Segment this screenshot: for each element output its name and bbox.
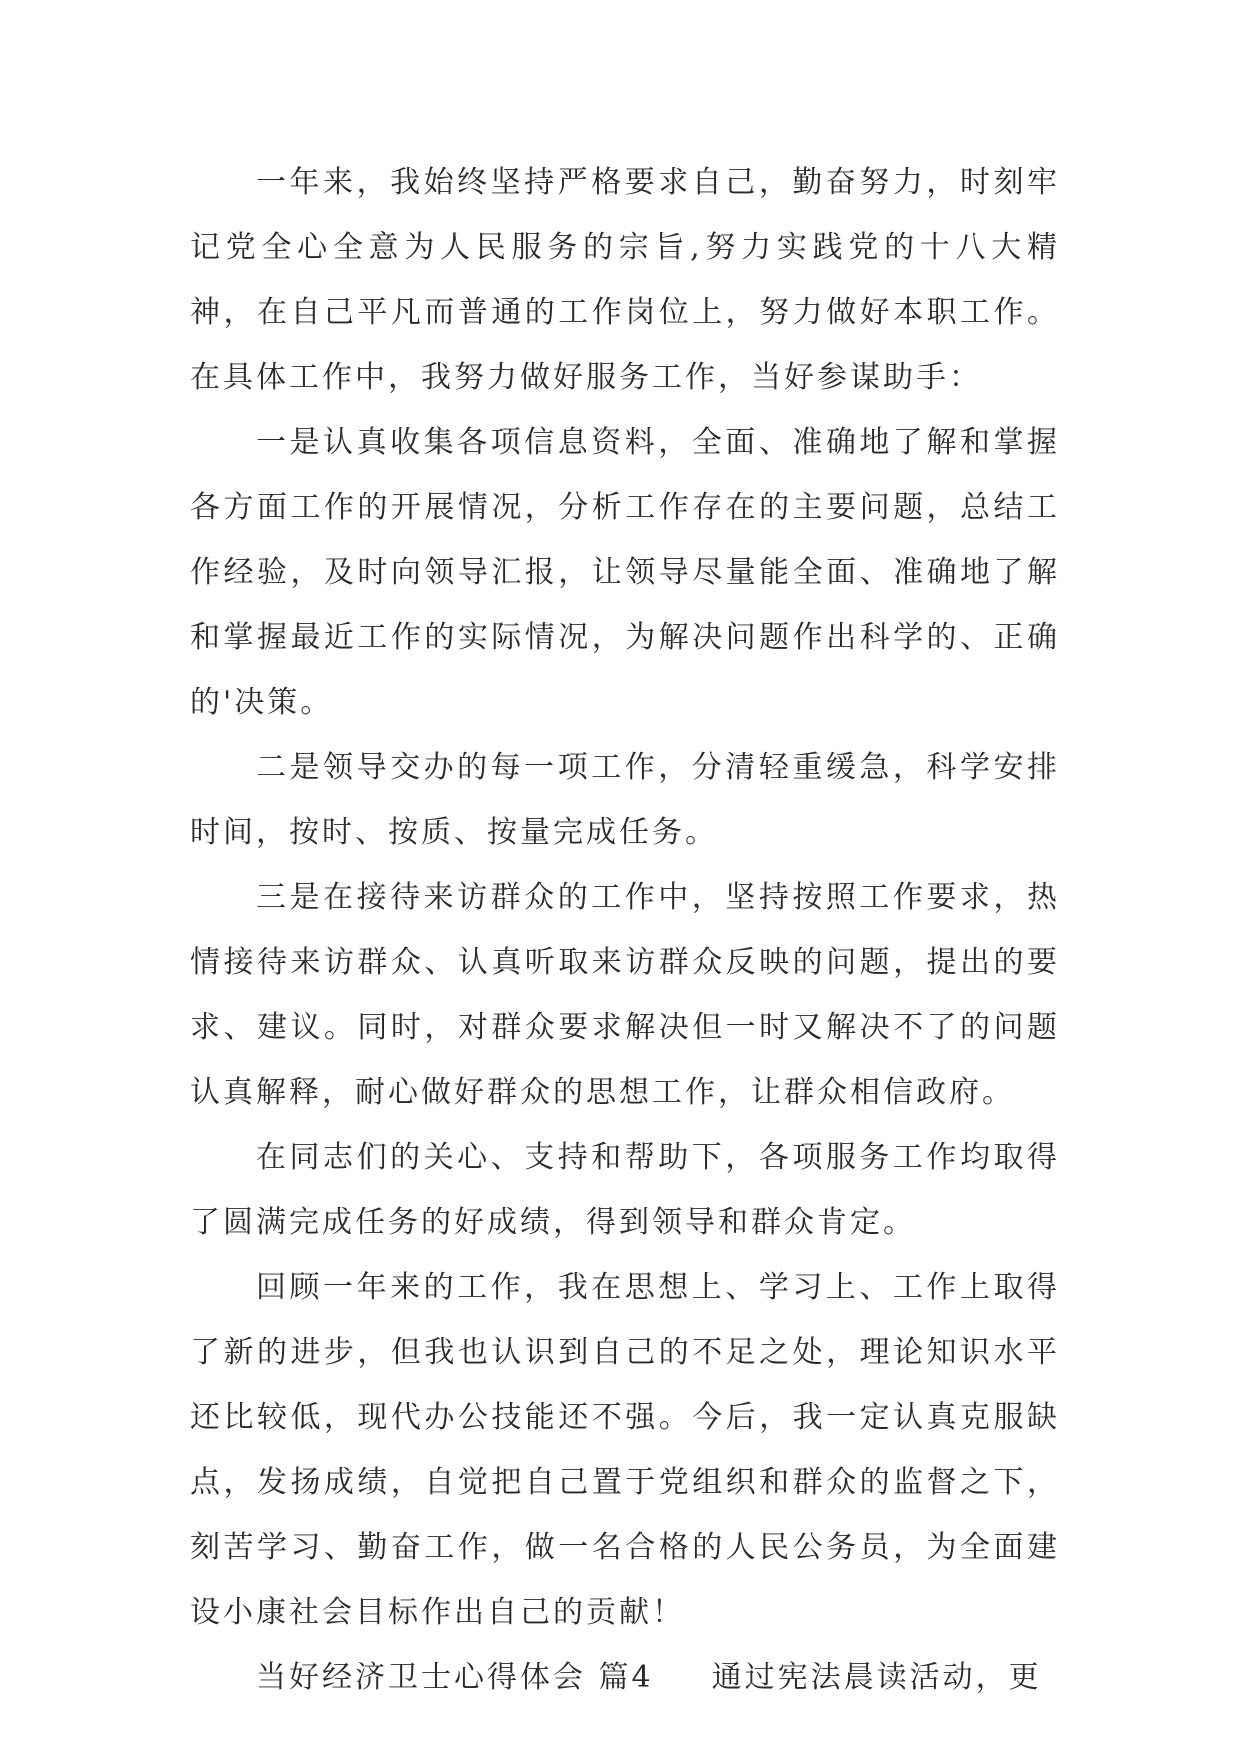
paragraph-point-one: 一是认真收集各项信息资料，全面、准确地了解和掌握各方面工作的开展情况，分析工作存在的主要问题，总结工作经验，及时向领导汇报，让领导尽量能全面、准确地了解和掌握最近工作的实际情况，为解决问题作出科学的、正确的'决策。 xyxy=(190,425,1060,720)
paragraph-intro: 一年来，我始终坚持严格要求自己，勤奋努力，时刻牢记党全心全意为人民服务的宗旨,努力实践党的十八大精神，在自己平凡而普通的工作岗位上，努力做好本职工作。在具体工作中，我努力做好服务工作，当好参谋助手： xyxy=(190,165,1060,395)
paragraph-review: 回顾一年来的工作，我在思想上、学习上、工作上取得了新的进步，但我也认识到自己的不足之处，理论知识水平还比较低，现代办公技能还不强。今后，我一定认真克服缺点，发扬成绩，自觉把自己置于党组织和群众的监督之下，刻苦学习、勤奋工作，做一名合格的人民公务员，为全面建设小康社会目标作出自己的贡献！ xyxy=(190,1270,1060,1630)
section-lead-text: 通过宪法晨读活动，更 xyxy=(711,1660,1042,1695)
section-heading-line xyxy=(190,1645,1060,1710)
document-body xyxy=(190,150,1060,1710)
paragraph-achievements: 在同志们的关心、支持和帮助下，各项服务工作均取得了圆满完成任务的好成绩，得到领导和群众肯定。 xyxy=(190,1140,1060,1240)
paragraph-point-two: 二是领导交办的每一项工作，分清轻重缓急，科学安排时间，按时、按质、按量完成任务。 xyxy=(190,750,1060,850)
section-heading: 当好经济卫士心得体会 篇4 xyxy=(256,1660,654,1695)
paragraph-point-three: 三是在接待来访群众的工作中，坚持按照工作要求，热情接待来访群众、认真听取来访群众反映的问题，提出的要求、建议。同时，对群众要求解决但一时又解决不了的问题认真解释，耐心做好群众的思想工作，让群众相信政府。 xyxy=(190,880,1060,1110)
